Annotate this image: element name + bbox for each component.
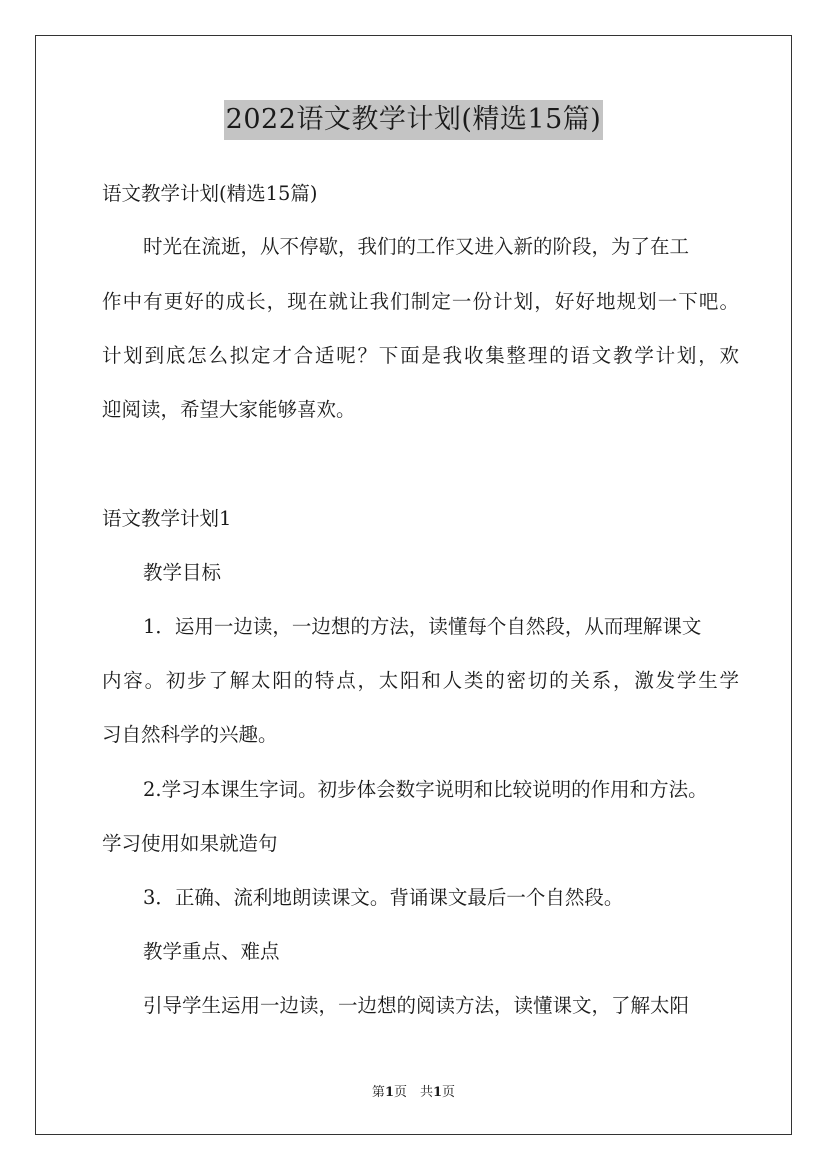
body-line-2: 1．运用一边读，一边想的方法，读懂每个自然段，从而理解课文 (143, 615, 702, 638)
intro-line-2: 作中有更好的成长，现在就让我们制定一份计划，好好地规划一下吧。 (102, 290, 739, 313)
footer-prefix: 第 (371, 1085, 385, 1100)
footer-total-pages: 1 (433, 1085, 443, 1100)
document-title: 2022语文教学计划(精选15篇) (224, 100, 604, 140)
intro-line-3: 计划到底怎么拟定才合适呢？下面是我收集整理的语文教学计划，欢 (102, 344, 739, 367)
body-line-5: 2.学习本课生字词。初步体会数字说明和比较说明的作用和方法。 (143, 778, 708, 801)
body-line-7: 3．正确、流利地朗读课文。背诵课文最后一个自然段。 (143, 886, 624, 909)
footer-suffix: 页 (442, 1085, 456, 1100)
footer-current-page: 1 (384, 1085, 394, 1100)
body-line-1: 教学目标 (143, 561, 222, 584)
title-container (0, 100, 827, 140)
page-footer (0, 1084, 827, 1102)
body-line-9: 引导学生运用一边读，一边想的阅读方法，读懂课文，了解太阳 (143, 994, 690, 1017)
document-subtitle: 语文教学计划(精选15篇) (102, 182, 318, 205)
footer-mid: 页 共 (393, 1085, 433, 1100)
body-line-3: 内容。初步了解太阳的特点，太阳和人类的密切的关系，激发学生学 (102, 669, 739, 692)
section-heading: 语文教学计划1 (102, 507, 232, 530)
intro-line-1: 时光在流逝，从不停歇，我们的工作又进入新的阶段，为了在工 (143, 235, 690, 258)
intro-line-4: 迎阅读，希望大家能够喜欢。 (102, 398, 356, 421)
body-line-4: 习自然科学的兴趣。 (102, 723, 278, 746)
body-line-8: 教学重点、难点 (143, 940, 280, 963)
body-line-6: 学习使用如果就造句 (102, 832, 278, 855)
